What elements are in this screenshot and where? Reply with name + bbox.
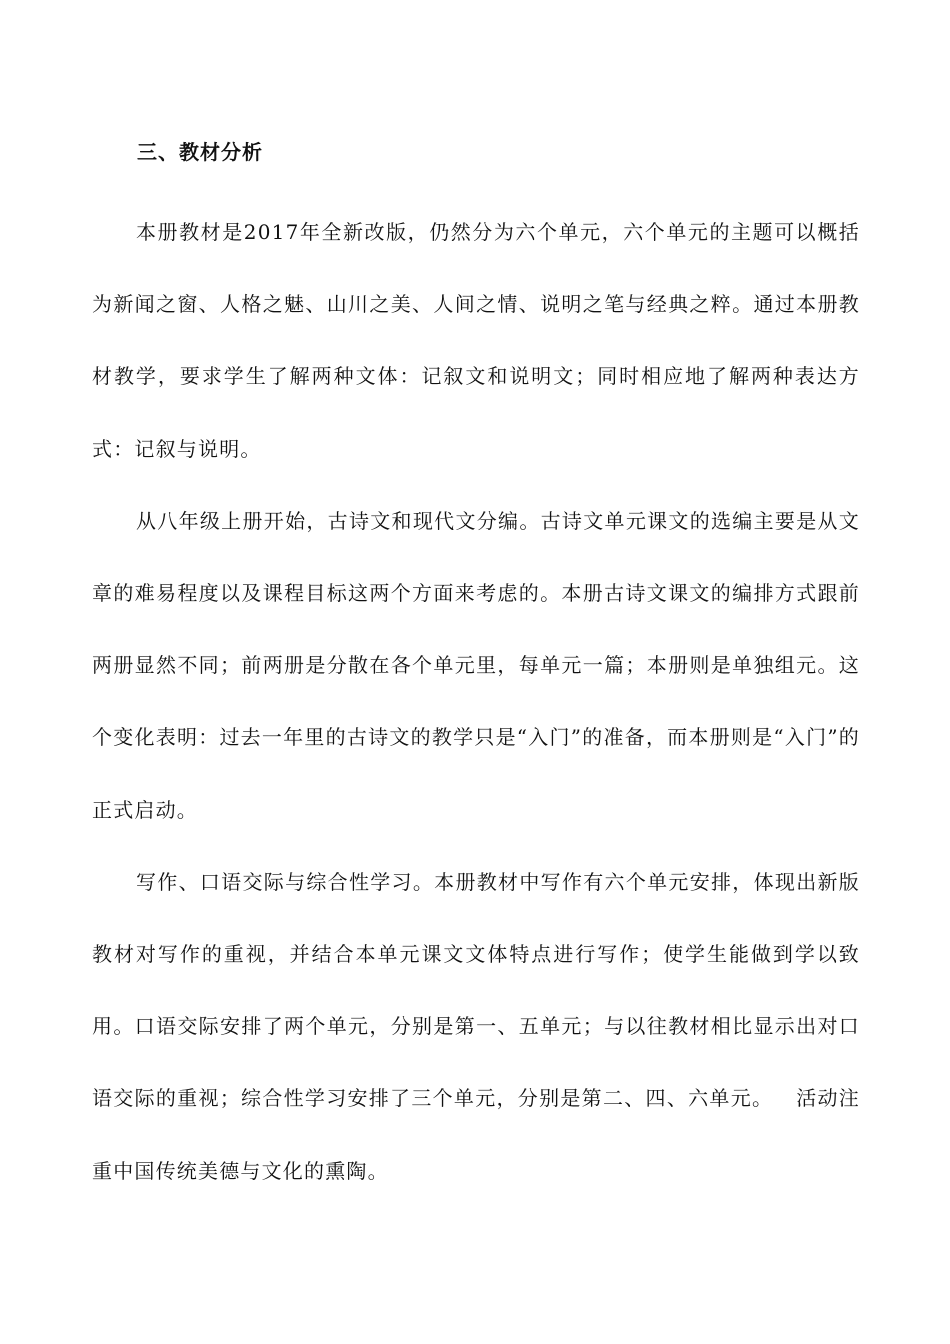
section-body (92, 196, 860, 1207)
paragraph-textbook-overview: 本册教材是2017年全新改版，仍然分为六个单元，六个单元的主题可以概括为新闻之窗、人格之魅、山川之美、人间之情、说明之笔与经典之粹。通过本册教材教学，要求学生了解两种文体：记叙文和说明文；同时相应地了解两种表达方式：记叙与说明。 (92, 220, 860, 461)
section-heading: 三、教材分析 (137, 140, 263, 164)
paragraph-classical-texts: 从八年级上册开始，古诗文和现代文分编。古诗文单元课文的选编主要是从文章的难易程度以及课程目标这两个方面来考虑的。本册古诗文课文的编排方式跟前两册显然不同；前两册是分散在各个单元里，每单元一篇；本册则是单独组元。这个变化表明：过去一年里的古诗文的教学只是“入门”的准备，而本册则是“入门”的正式启动。 (92, 508, 860, 822)
paragraph-writing-and-oral: 写作、口语交际与综合性学习。本册教材中写作有六个单元安排，体现出新版教材对写作的重视，并结合本单元课文文体特点进行写作；使学生能做到学以致用。口语交际安排了两个单元，分别是第一、五单元；与以往教材相比显示出对口语交际的重视；综合性学习安排了三个单元，分别是第二、四、六单元。 活动注重中国传统美德与文化的熏陶。 (92, 869, 860, 1183)
